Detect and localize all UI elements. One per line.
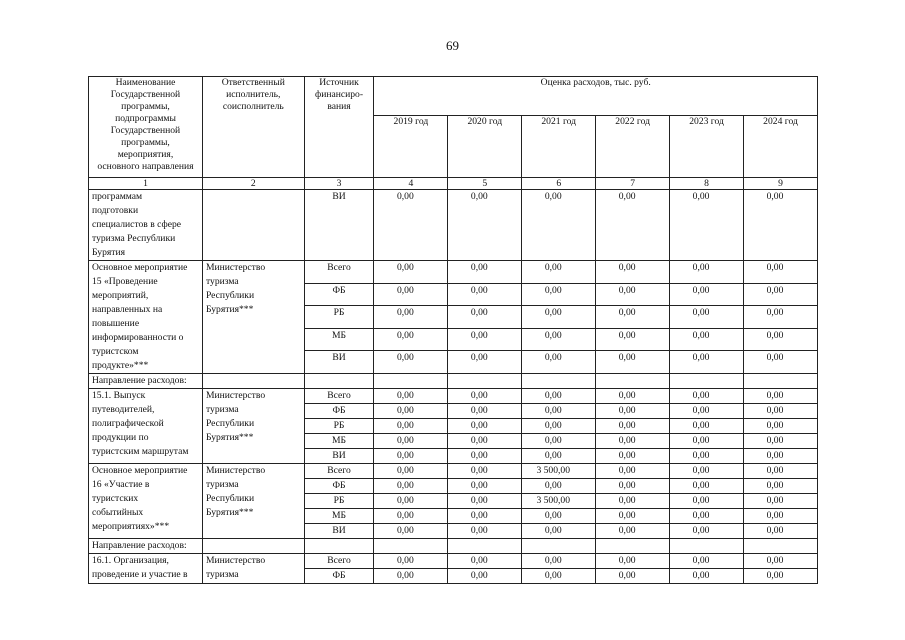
cost-value: 0,00 bbox=[596, 389, 670, 404]
cost-value: 0,00 bbox=[448, 328, 522, 351]
cost-value: 0,00 bbox=[596, 434, 670, 449]
cost-value: 0,00 bbox=[744, 464, 818, 479]
cost-value: 0,00 bbox=[374, 449, 448, 464]
funding-source: ФБ bbox=[304, 404, 374, 419]
cost-value: 0,00 bbox=[448, 419, 522, 434]
item-name: 16.1. Организация, проведение и участие в bbox=[89, 554, 203, 584]
cost-value: 0,00 bbox=[374, 494, 448, 509]
table-row bbox=[89, 554, 818, 569]
funding-source: ФБ bbox=[304, 283, 374, 306]
cost-value: 0,00 bbox=[522, 351, 596, 374]
column-index: 6 bbox=[522, 178, 596, 190]
cost-value: 0,00 bbox=[744, 434, 818, 449]
cost-value: 0,00 bbox=[522, 404, 596, 419]
item-name: Направление расходов: bbox=[89, 539, 203, 554]
header-year: 2020 год bbox=[448, 116, 522, 178]
cost-value: 0,00 bbox=[596, 351, 670, 374]
item-executor: Министерство туризма Республики Бурятия*** bbox=[202, 261, 304, 374]
cost-value: 0,00 bbox=[744, 524, 818, 539]
cost-value: 0,00 bbox=[744, 509, 818, 524]
cost-value: 0,00 bbox=[596, 524, 670, 539]
cost-value: 0,00 bbox=[448, 351, 522, 374]
item-name: Основное мероприятие 16 «Участие в туристских событийных мероприятиях»*** bbox=[89, 464, 203, 539]
cost-value: 0,00 bbox=[448, 464, 522, 479]
funding-source: ВИ bbox=[304, 351, 374, 374]
item-executor bbox=[202, 539, 304, 554]
cost-value: 0,00 bbox=[670, 190, 744, 261]
funding-source: МБ bbox=[304, 509, 374, 524]
funding-source: ФБ bbox=[304, 569, 374, 584]
cost-value: 0,00 bbox=[744, 389, 818, 404]
cost-value: 0,00 bbox=[448, 306, 522, 329]
header-year: 2021 год bbox=[522, 116, 596, 178]
item-executor: Министерство туризма Республики Бурятия*** bbox=[202, 464, 304, 539]
cost-value: 0,00 bbox=[596, 190, 670, 261]
cost-value: 0,00 bbox=[670, 306, 744, 329]
cost-value: 0,00 bbox=[596, 464, 670, 479]
funding-source: РБ bbox=[304, 306, 374, 329]
cost-value: 0,00 bbox=[744, 190, 818, 261]
funding-source bbox=[304, 374, 374, 389]
cost-value: 0,00 bbox=[596, 404, 670, 419]
cost-value bbox=[448, 539, 522, 554]
table-row bbox=[89, 464, 818, 479]
cost-value: 0,00 bbox=[374, 419, 448, 434]
item-executor: Министерство туризма Республики Бурятия*** bbox=[202, 389, 304, 464]
cost-value: 3 500,00 bbox=[522, 464, 596, 479]
cost-value bbox=[374, 374, 448, 389]
item-name: Основное мероприятие 15 «Проведение мероприятий, направленных на повышение информированности о туристском продукте»*** bbox=[89, 261, 203, 374]
cost-value: 0,00 bbox=[522, 328, 596, 351]
cost-value: 0,00 bbox=[744, 306, 818, 329]
cost-value: 0,00 bbox=[374, 190, 448, 261]
cost-value: 0,00 bbox=[596, 494, 670, 509]
column-index: 7 bbox=[596, 178, 670, 190]
item-name: Направление расходов: bbox=[89, 374, 203, 389]
header-executor-column: Ответственный исполнитель, соисполнитель bbox=[202, 77, 304, 178]
cost-value: 0,00 bbox=[596, 569, 670, 584]
funding-source: РБ bbox=[304, 494, 374, 509]
cost-value: 0,00 bbox=[522, 190, 596, 261]
cost-value: 0,00 bbox=[744, 494, 818, 509]
item-name: 15.1. Выпуск путеводителей, полиграфической продукции по туристским маршрутам bbox=[89, 389, 203, 464]
funding-source bbox=[304, 539, 374, 554]
funding-source: ФБ bbox=[304, 479, 374, 494]
cost-value: 0,00 bbox=[522, 389, 596, 404]
cost-value: 0,00 bbox=[522, 449, 596, 464]
cost-value: 0,00 bbox=[670, 479, 744, 494]
cost-value: 0,00 bbox=[744, 554, 818, 569]
cost-value: 0,00 bbox=[670, 449, 744, 464]
cost-value: 0,00 bbox=[670, 509, 744, 524]
page-number: 69 bbox=[446, 38, 459, 53]
cost-value: 0,00 bbox=[670, 569, 744, 584]
header-year: 2023 год bbox=[670, 116, 744, 178]
cost-value bbox=[448, 374, 522, 389]
cost-value: 0,00 bbox=[596, 554, 670, 569]
cost-value: 0,00 bbox=[744, 449, 818, 464]
cost-value: 0,00 bbox=[596, 419, 670, 434]
table-row bbox=[89, 261, 818, 284]
table-row bbox=[89, 190, 818, 261]
expense-table bbox=[88, 76, 818, 584]
cost-value: 0,00 bbox=[596, 261, 670, 284]
cost-value: 3 500,00 bbox=[522, 494, 596, 509]
cost-value: 0,00 bbox=[744, 351, 818, 374]
header-year: 2024 год bbox=[744, 116, 818, 178]
cost-value: 0,00 bbox=[448, 524, 522, 539]
column-index: 5 bbox=[448, 178, 522, 190]
funding-source: ВИ bbox=[304, 524, 374, 539]
cost-value: 0,00 bbox=[448, 389, 522, 404]
funding-source: МБ bbox=[304, 328, 374, 351]
funding-source: Всего bbox=[304, 464, 374, 479]
column-index: 8 bbox=[670, 178, 744, 190]
cost-value: 0,00 bbox=[448, 434, 522, 449]
table-row bbox=[89, 539, 818, 554]
cost-value: 0,00 bbox=[448, 449, 522, 464]
header-year: 2022 год bbox=[596, 116, 670, 178]
cost-value: 0,00 bbox=[522, 554, 596, 569]
cost-value: 0,00 bbox=[670, 261, 744, 284]
cost-value: 0,00 bbox=[596, 509, 670, 524]
cost-value: 0,00 bbox=[522, 261, 596, 284]
item-name: программам подготовки специалистов в сфере туризма Республики Бурятия bbox=[89, 190, 203, 261]
header-year: 2019 год bbox=[374, 116, 448, 178]
cost-value: 0,00 bbox=[744, 328, 818, 351]
cost-value: 0,00 bbox=[596, 283, 670, 306]
cost-value: 0,00 bbox=[374, 479, 448, 494]
cost-value: 0,00 bbox=[596, 449, 670, 464]
cost-value: 0,00 bbox=[522, 569, 596, 584]
column-index: 2 bbox=[202, 178, 304, 190]
item-executor bbox=[202, 190, 304, 261]
cost-value: 0,00 bbox=[744, 261, 818, 284]
cost-value: 0,00 bbox=[448, 479, 522, 494]
cost-value: 0,00 bbox=[374, 434, 448, 449]
cost-value: 0,00 bbox=[448, 569, 522, 584]
cost-value bbox=[670, 374, 744, 389]
cost-value: 0,00 bbox=[448, 509, 522, 524]
cost-value: 0,00 bbox=[596, 479, 670, 494]
cost-value: 0,00 bbox=[670, 554, 744, 569]
cost-value: 0,00 bbox=[522, 419, 596, 434]
cost-value bbox=[596, 539, 670, 554]
cost-value bbox=[596, 374, 670, 389]
cost-value: 0,00 bbox=[374, 261, 448, 284]
cost-value: 0,00 bbox=[448, 261, 522, 284]
cost-value: 0,00 bbox=[670, 351, 744, 374]
cost-value: 0,00 bbox=[374, 569, 448, 584]
cost-value: 0,00 bbox=[670, 524, 744, 539]
cost-value: 0,00 bbox=[670, 464, 744, 479]
cost-value: 0,00 bbox=[448, 494, 522, 509]
cost-value: 0,00 bbox=[448, 190, 522, 261]
funding-source: Всего bbox=[304, 261, 374, 284]
cost-value: 0,00 bbox=[374, 524, 448, 539]
cost-value: 0,00 bbox=[670, 419, 744, 434]
cost-value: 0,00 bbox=[670, 283, 744, 306]
cost-value: 0,00 bbox=[374, 554, 448, 569]
item-executor: Министерство туризма bbox=[202, 554, 304, 584]
cost-value: 0,00 bbox=[522, 479, 596, 494]
cost-value bbox=[522, 374, 596, 389]
cost-value: 0,00 bbox=[670, 328, 744, 351]
cost-value: 0,00 bbox=[670, 494, 744, 509]
cost-value: 0,00 bbox=[596, 328, 670, 351]
funding-source: Всего bbox=[304, 554, 374, 569]
cost-value: 0,00 bbox=[522, 524, 596, 539]
cost-value: 0,00 bbox=[522, 306, 596, 329]
column-index: 9 bbox=[744, 178, 818, 190]
column-index: 4 bbox=[374, 178, 448, 190]
funding-source: Всего bbox=[304, 389, 374, 404]
table-row bbox=[89, 374, 818, 389]
cost-value: 0,00 bbox=[448, 283, 522, 306]
header-source-column: Источник финансиро- вания bbox=[304, 77, 374, 178]
funding-source: ВИ bbox=[304, 190, 374, 261]
cost-value: 0,00 bbox=[448, 554, 522, 569]
cost-value: 0,00 bbox=[374, 328, 448, 351]
cost-value: 0,00 bbox=[670, 404, 744, 419]
cost-value: 0,00 bbox=[744, 283, 818, 306]
cost-value: 0,00 bbox=[744, 404, 818, 419]
cost-value bbox=[522, 539, 596, 554]
column-index: 3 bbox=[304, 178, 374, 190]
cost-value: 0,00 bbox=[744, 419, 818, 434]
funding-source: ВИ bbox=[304, 449, 374, 464]
funding-source: МБ bbox=[304, 434, 374, 449]
cost-value: 0,00 bbox=[522, 509, 596, 524]
header-name-column: Наименование Государственной программы, подпрограммы Государственной программы, мероприятия, основного направления bbox=[89, 77, 203, 178]
cost-value: 0,00 bbox=[596, 306, 670, 329]
cost-value: 0,00 bbox=[374, 351, 448, 374]
cost-value: 0,00 bbox=[522, 434, 596, 449]
cost-value: 0,00 bbox=[374, 306, 448, 329]
cost-value: 0,00 bbox=[374, 404, 448, 419]
cost-value: 0,00 bbox=[670, 389, 744, 404]
cost-value: 0,00 bbox=[744, 569, 818, 584]
cost-value: 0,00 bbox=[374, 464, 448, 479]
cost-value: 0,00 bbox=[374, 389, 448, 404]
cost-value bbox=[670, 539, 744, 554]
column-index: 1 bbox=[89, 178, 203, 190]
funding-source: РБ bbox=[304, 419, 374, 434]
cost-value: 0,00 bbox=[522, 283, 596, 306]
item-executor bbox=[202, 374, 304, 389]
cost-value: 0,00 bbox=[744, 479, 818, 494]
cost-value: 0,00 bbox=[374, 283, 448, 306]
cost-value: 0,00 bbox=[374, 509, 448, 524]
cost-value: 0,00 bbox=[670, 434, 744, 449]
cost-value: 0,00 bbox=[448, 404, 522, 419]
cost-value bbox=[744, 374, 818, 389]
header-cost-estimate: Оценка расходов, тыс. руб. bbox=[374, 77, 818, 116]
cost-value bbox=[374, 539, 448, 554]
cost-value bbox=[744, 539, 818, 554]
table-row bbox=[89, 389, 818, 404]
